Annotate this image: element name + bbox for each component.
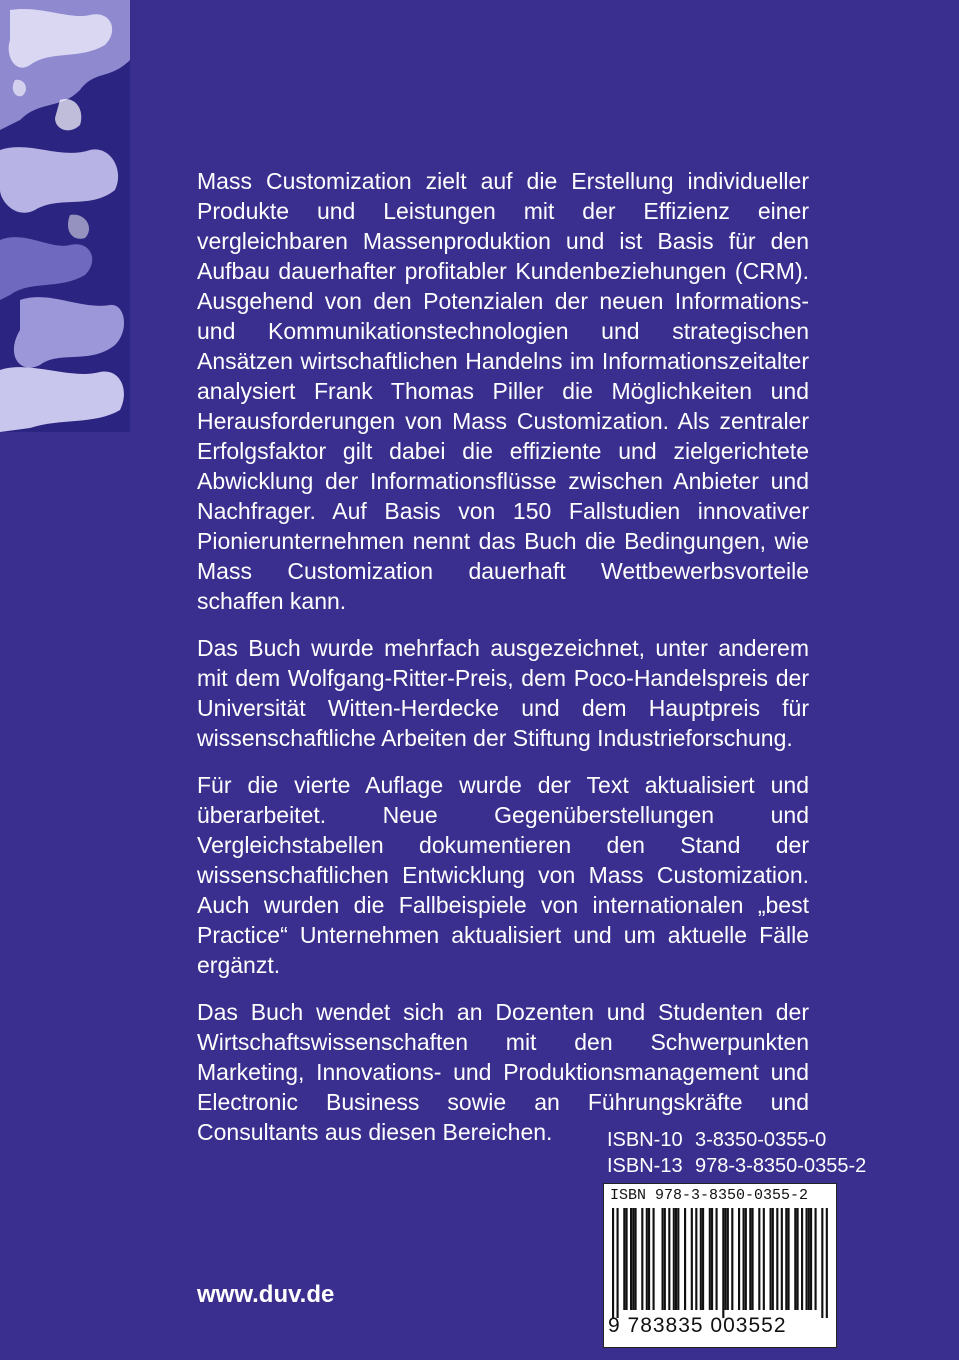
barcode-bars	[612, 1208, 828, 1318]
description-paragraph: Für die vierte Auflage wurde der Text aktualisiert und überarbeitet. Neue Gegenüberstellungen und Vergleichstabellen dokumentieren den Stand der wissenschaftlichen Entwicklung von Mass Customization. Auch wurden die Fallbeispiele von internationalen „best Practice“ Unternehmen aktualisiert und um aktuelle Fälle ergänzt.	[197, 772, 809, 978]
barcode-digits: 9 783835 003552	[608, 1314, 787, 1337]
isbn-13-line	[607, 1154, 867, 1178]
isbn-10-label: ISBN-10	[607, 1129, 683, 1151]
description-paragraph: Das Buch wendet sich an Dozenten und Studenten der Wirtschaftswissenschaften mit den Schwerpunkten Marketing, Innovations- und Produktionsmanagement und Electronic Business sowie an Führungskräfte und Consultants aus diesen Bereichen.	[197, 999, 809, 1145]
description-paragraph: Das Buch wurde mehrfach ausgezeichnet, unter anderem mit dem Wolfgang-Ritter-Preis, dem Poco-Handelspreis der Universität Witten-Herdecke und dem Hauptpreis für wissenschaftliche Arbeiten der Stiftung Industrieforschung.	[197, 635, 809, 751]
description-paragraph: Mass Customization zielt auf die Erstellung individueller Produkte und Leistungen mit der Effizienz einer vergleichbaren Massenproduktion und ist Basis für den Aufbau dauerhafter profitabler Kundenbeziehungen (CRM). Ausgehend von den Potenzialen der neuen Informations- und Kommunikationstechnologien und strategischen Ansätzen wirtschaftlichen Handelns im Informationszeitalter analysiert Frank Thomas Piller die Möglichkeiten und Herausforderungen von Mass Customization. Als zentraler Erfolgsfaktor gilt dabei die effiziente und zielgerichtete Abwicklung der Informationsflüsse zwischen Anbieter und Nachfrager. Auf Basis von 150 Fallstudien innovativer Pionierunternehmen nennt das Buch die Bedingungen, wie Mass Customization dauerhaft Wettbewerbsvorteile schaffen kann.	[197, 168, 809, 614]
isbn-10-value: 3-8350-0355-0	[695, 1129, 827, 1151]
isbn-13-value: 978-3-8350-0355-2	[695, 1155, 867, 1177]
publisher-website: www.duv.de	[197, 1281, 335, 1308]
isbn-10-line	[607, 1128, 847, 1152]
isbn-13-label: ISBN-13	[607, 1155, 683, 1177]
globe-image	[0, 0, 130, 432]
description-text	[197, 166, 809, 1164]
barcode-isbn-text: ISBN 978-3-8350-0355-2	[610, 1187, 809, 1204]
barcode	[603, 1183, 837, 1348]
